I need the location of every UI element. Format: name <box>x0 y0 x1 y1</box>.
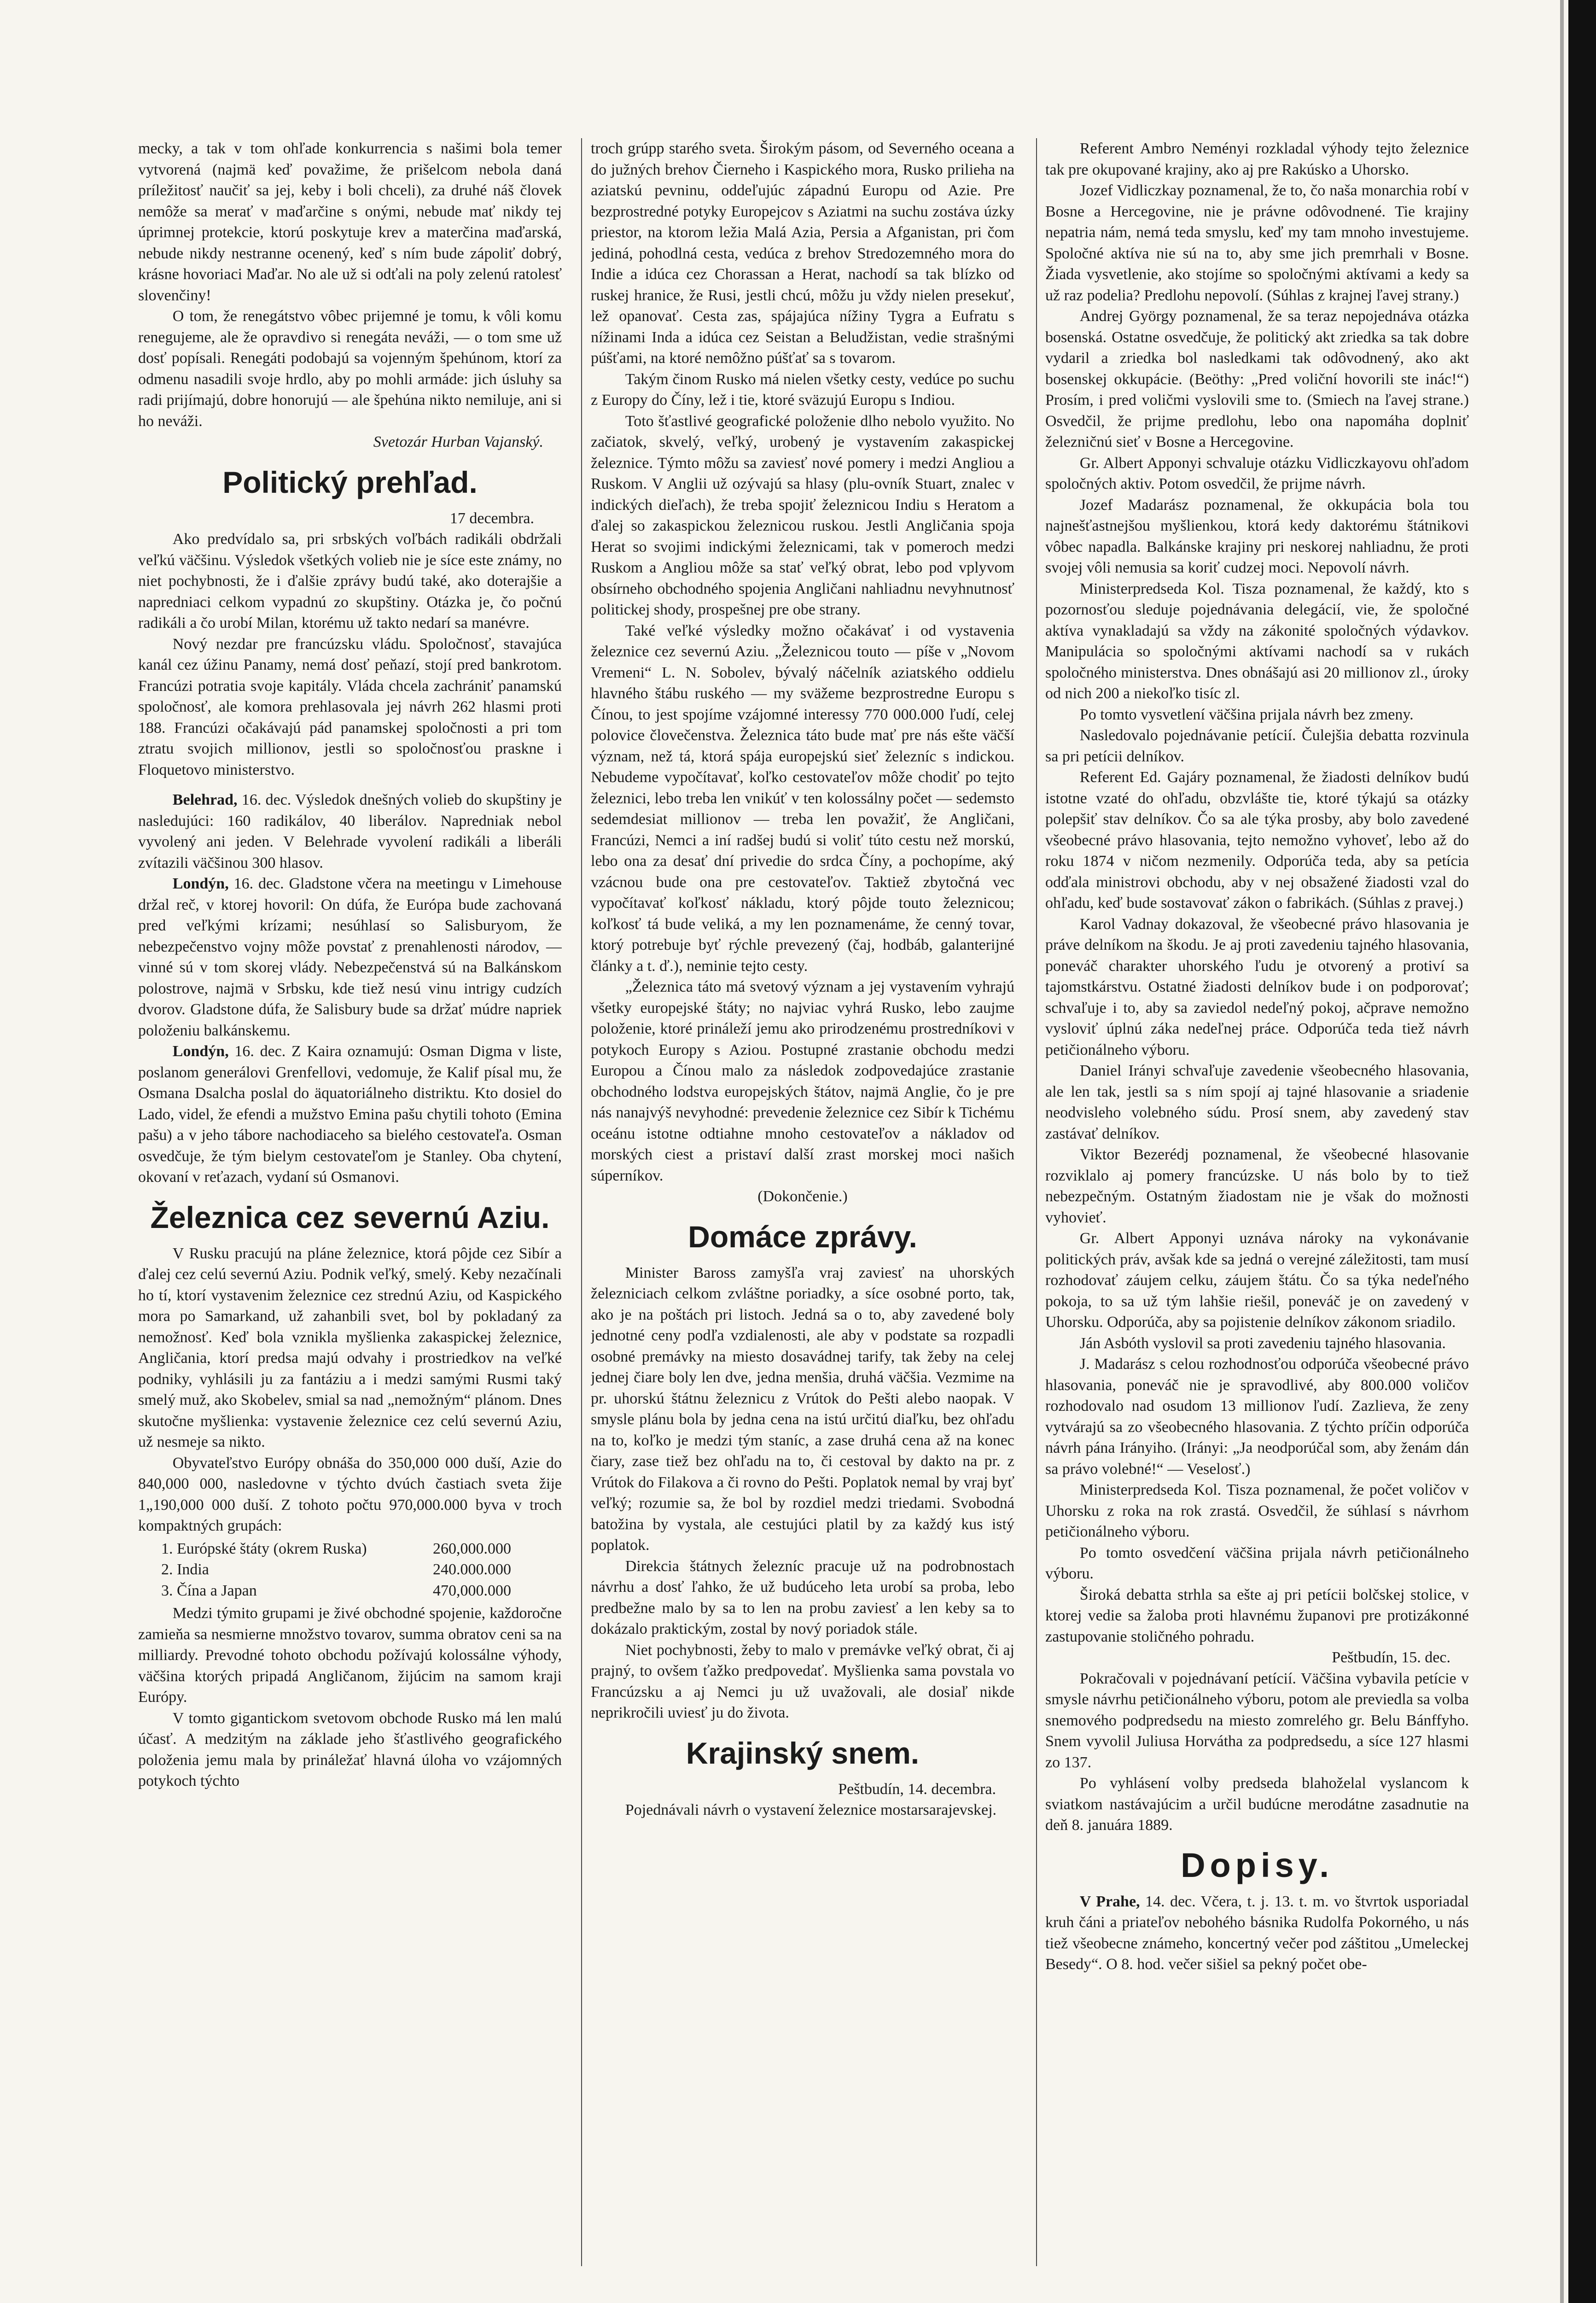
article-paragraph: Toto šťastlivé geografické položenie dlho nebolo využito. No začiatok, skvelý, veľký, urobený je vystavením zakaspickej železnice. Týmto môžu sa zaviesť nové pomery i medzi Angliou a Ruskom. V Anglii už ozývajú sa hlasy (plu-ovník Stuart, znalec v indických dieľach), že treba spojiť železnicou Indiu s Heratom a ďalej so zakaspickou železnicou ruskou. Jestli Angličania spoja Herat so svojimi indickými železnicami, tak v pomeroch medzi Ruskom a Angliou môže sa stať veľký obrat, lebo pod vplyvom obsírneho obchodného spojenia Angličani nahliadnu nevyhnutnosť politickej shody, prospešnej pre obe strany. <box>591 412 1014 618</box>
news-item <box>138 873 562 1041</box>
article-paragraph: Jozef Madarász poznamenal, že okkupácia bola tou najnešťastnejšou myšlienkou, ktorá kedy daktorému štátnikovi vôbec napadla. Balkánske krajiny pri neskorej nahliadnu, že proti svojej vôli nemusia sa koriť cudzej moci. Nepovolí návrh. <box>1045 496 1469 576</box>
article-paragraph: Široká debatta strhla sa ešte aj pri petícii bolčskej stolice, v ktorej vedie sa žaloba proti hlavnému županovi pre protizákonné zastupovanie stoličného pohradu. <box>1045 1586 1469 1645</box>
article-paragraph: Obyvateľstvo Európy obnáša do 350,000 000 duší, Azie do 840,000 000, nasledovne v týchto dvúch častiach sveta žije 1„190,000 000 duší. Z tohoto počtu 970,000.000 byva v troch kompaktných grupách: <box>138 1454 562 1534</box>
news-text: 14. dec. Včera, t. j. 13. t. m. vo štvrtok usporiadal kruh čáni a priateľov nebohého básnika Rudolfa Pokorného, u nás tiež všeobecne známeho, koncertný večer pod záštitou „Umeleckej Besedy“. O 8. hod. večer sišiel sa pekný počet obe- <box>1045 1893 1469 1973</box>
section-heading-diet: Krajinský snem. <box>686 1736 920 1770</box>
article-paragraph: Po tomto vysvetlení väčšina prijala návrh bez zmeny. <box>1079 706 1414 723</box>
article-paragraph: V tomto gigantickom svetovom obchode Rusko má len malú účasť. A medzitým na základe jeho šťastlivého geografického položenia jemu mala by prináležať hlavná úloha vo vzájomných potykoch týchto <box>138 1709 562 1789</box>
article-paragraph: Nasledovalo pojednávanie petícií. Čulejšia debatta rozvinula sa pri petícii delníkov. <box>1045 727 1469 765</box>
news-item <box>138 789 562 873</box>
column-3 <box>1045 138 1469 2303</box>
author-signature: Svetozár Hurban Vajanský. <box>373 433 543 450</box>
section-heading-railway: Železnica cez severnú Aziu. <box>150 1200 550 1234</box>
news-text: 16. dec. Gladstone včera na meetingu v Limehouse držal reč, v ktorej hovoril: On dúfa, že Európa bude zachovaná pred veľkými krízami; nesúhlasí so Salisburyom, že nebezpečenstvo vojny môže povstať z prenahlenosti národov, — vinné sú v tom skorej vlády. Nebezpečenstvá sú na Balkánskom polostrove, najmä v Srbsku, kde tiež nesú vinu intrigy cudzích dvorov. Gladstone dúfa, že Salisbury bude sa držať múdre napriek položeniu balkánskemu. <box>138 875 562 1039</box>
article-paragraph: Gr. Albert Apponyi schvaluje otázku Vidliczkayovu ohľadom spoločných aktiv. Potom osvedčil, že prijme návrh. <box>1045 454 1469 492</box>
column-1 <box>138 138 562 2303</box>
dateline: Peštbudín, 15. dec. <box>1332 1649 1450 1666</box>
article-paragraph: Jozef Vidliczkay poznamenal, že to, čo naša monarchia robí v Bosne a Hercegovine, nie je právne odôvodnené. Tie krajiny nepatria nám, nemá teda smyslu, keď my tam mnoho investujeme. Spoločné aktíva nie sú na to, aby sme jich premrhali v Bosne. Žiada vysvetlenie, ako stojíme so spoločnými aktívami a kedy sa už raz podelia? Predlohu nepovolí. (Súhlas z krajnej ľavej strany.) <box>1045 182 1469 304</box>
dateline: 17 decembra. <box>449 509 534 527</box>
article-paragraph: Minister Baross zamyšľa vraj zaviesť na uhorských železniciach celkom zvláštne poriadky, a síce osobné porto, tak, ako je na poštách pri listoch. Jedná sa o to, aby zavedené boly jednotné ceny podľa vzdialenosti, ale aby v podstate sa rozpadli osobné premávky na miesto dosavádnej tarify, tak žeby na celej jednej čiare boly len dve, jedna menšia, druhá väčšia. Vezmime na pr. uhorskú štátnu železnicu z Vrútok do Pešti alebo naopak. V smysle plánu bola by jedna cena na istú určitú diaľku, bez ohľadu na to, koľko je medzi tým staníc, a zase druhá cena až na konec čiary, zase tiež bez ohľadu na to, či cestoval by dakto na pr. z Vrútok do Filakova a či rovno do Pešti. Poplatok nemal by vraj byť veľký; rozumie sa, že bol by rozdiel medzi triedami. Svobodná batožina by vystala, ale cestujúci platil by za každý kus istý poplatok. <box>591 1264 1014 1554</box>
scan-edge-shadow <box>1560 0 1564 2303</box>
column-divider <box>581 138 582 2266</box>
article-paragraph: Také veľké výsledky možno očakávať i od vystavenia železnice cez severnú Aziu. „Železnicou touto — píše v „Novom Vremeni“ L. N. Sobolev, bývalý náčelník aziatského oddielu hlavného štábu ruského — my sväžeme bezprostredne Europu s Čínou, to jest spojíme vzájomné interessy 770 000.000 ľudí, celej polovice človečenstva. Železnica táto bude mať pre nás ešte väčší význam, než tá, ktorá spája europejskú sieť železníc s indickou. Nebudeme vypočítavať, koľko cestovateľov môže chodiť po tejto železnici, lebo treba len vnikúť v ten kolossálny počet — sedemsto sedemdesiat millionov — treba len považiť, že Angličani, Francúzi, Nemci a iní radšej budú si voliť túto cestu než morskú, lebo ona za desať dní privedie do srdca Číny, a pochopíme, aký vzácnou bude ona pre cestovateľov. Taktiež zbytočná vec vypočítavať koľkosť nákladu, ktorý pôjde touto železnicou; koľkosť tá bude veliká, a my len poznamenáme, že cenný tovar, ktorý potrebuje byť rýchle prevezený (čaj, hodbáb, galanterijné články a t. ď.), neminie tejto cesty. <box>591 622 1014 975</box>
column-divider <box>1036 138 1037 2266</box>
continuation-note: (Dokončenie.) <box>757 1188 848 1205</box>
article-paragraph: Direkcia štátnych železníc pracuje už na podrobnostach návrhu a dosť ľahko, že už budúceho leta urobí sa proba, lebo predbežne malo by sa to len na probu zaviesť a len keby sa to dokázalo praktickým, zostal by nový poriadok stále. <box>591 1557 1014 1637</box>
article-paragraph: Pojednávali návrh o vystavení železnice mostarsarajevskej. <box>625 1801 997 1818</box>
column-2 <box>591 138 1014 2303</box>
section-heading-domestic: Domáce zprávy. <box>688 1219 917 1254</box>
article-paragraph: mecky, a tak v tom ohľade konkurrencia s našimi bola temer vytvorená (najmä keď považime, že prišelcom nebola daná príležitosť naučiť sa jej, keby i boli chceli), za druhé náš človek nemôže sa merať v maďarčine s onými, nebude mať nikdy tej úprimnej protekcie, ktorú poskytuje krev a materčina maďarská, nebude nikdy nestranne ocenený, keď s ním bude zápoliť dobrý, krásne hovoriaci Maďar. No ale už si odťali na poly zelenú ratolesť slovenčiny! <box>138 140 562 304</box>
news-place: Londýn, <box>172 1043 229 1060</box>
section-heading-letters: Dopisy. <box>1181 1846 1334 1884</box>
article-paragraph: Referent Ambro Neményi rozkladal výhody tejto železnice tak pre okupované krajiny, ako aj pre Rakúsko a Uhorsko. <box>1045 140 1469 178</box>
article-paragraph: Viktor Bezerédj poznamenal, že všeobecné hlasovanie rozviklalo aj pomery francúzske. U nás bolo by to tiež nebezpečným. Ostatným žiadostam nie je však do možnosti vyhovieť. <box>1045 1146 1469 1226</box>
article-paragraph: Andrej György poznamenal, že sa teraz nepojednáva otázka bosenská. Ostatne osvedčuje, že politický akt zriedka sa tak dobre vydaril a zriedka bol nasledkami tak odôvodnený, ako akt bosenskej okkupácie. (Beöthy: „Pred voliční hovorili ste inác!“) Prosím, i pred voličmi vyslovili sme to. (Smiech na ľavej strane.) Osvedčil, že prijme predlohu, lebo ona napomáha doplniť železničnú sieť v Bosne a Hercegovine. <box>1045 308 1469 450</box>
article-paragraph: „Železnica táto má svetový význam a jej vystavením vyhrajú všetky europejské štáty; no najviac vyhrá Rusko, lebo zaujme položenie, ktoré prináleží jemu ako prirodzenému prostredníkovi v potykoch Europy s Aziou. Postupné zrastanie obchodu medzi Europou a Čínou malo za následok zodpovedajúce zrastanie obchodného lodstva europejských štátov, najmä Anglie, čo je pre nás nanajvýš nevyhodné: prevedenie železnice cez Sibír k Tichému oceánu istotne odtiahne mnoho cestovateľov a nákladov od morských ciest a pristaví další zrast morskej moci našich súperníkov. <box>591 978 1014 1184</box>
population-row: 3. Čína a Japan 470,000.000 <box>161 1582 511 1599</box>
article-paragraph: Nový nezdar pre francúzsku vládu. Spoločnosť, stavajúca kanál cez úžinu Panamy, nemá dosť peňazí, stojí pred bankrotom. Francúzi potratia svoje kapitály. Vláda chcela zachrániť panamskú spoločnosť, ale komora prehlasovala jej návrh 262 hlasmi proti 188. Francúzi očakávajú pád panamskej spoločnosti a pri tom ztratu svojich millionov, jestli so spoločnosťou praskne i Floquetovo ministerstvo. <box>138 635 562 778</box>
news-place: Belehrad, <box>172 791 238 808</box>
article-paragraph: O tom, že renegátstvo vôbec prijemné je tomu, k vôli komu renegujeme, ale že opravdivo si renegáta neváži, — o tom sme už dosť popísali. Renegáti podobajú sa vojenným špehúnom, ktorí za odmenu nasadili svoje hrdlo, aby po mohli armáde: jich úsluhy sa radi prijímajú, dobre honorujú — ale špehúna nikto nemiluje, ani si ho neváži. <box>138 308 562 430</box>
article-paragraph: Ministerpredseda Kol. Tisza poznamenal, že počet voličov v Uhorsku z roka na rok zrastá. Osvedčil, že súhlasí s návrhom petičionálneho výboru. <box>1045 1481 1469 1540</box>
news-text: 16. dec. Z Kaira oznamujú: Osman Digma v liste, poslanom generálovi Grenfellovi, vedomuje, že Kalif písal mu, že Osmana Dsalcha poslal do äquatoriálneho distriktu. Kto dosiel do Lado, videl, že efendi a mužstvo Emina pašu chytili tohoto (Emina pašu) a v jeho tábore nachodiaceho sa bielého cestovateľa. Osman osvedčuje, že tým bielym cestovateľom je Stanley. Oba chytení, okovaní v reťazach, vydaní sú Osmanovi. <box>138 1043 562 1186</box>
article-paragraph: troch grúpp starého sveta. Širokým pásom, od Severného oceana a do južných brehov Čierneho i Kaspického mora, Rusko prilieha na aziatskú pevninu, oddeľujúc západnú Europu od Azie. Pre bezprostredné potyky Europejcov s Aziatmi na suchu zostáva úzky priestor, na ktorom ležia Malá Azia, Persia a Afganistan, pri čom jediná, pohodlná cesta, vedúca z brehov Stredozemného mora do Indie a idúca cez Chorassan a Herat, nachodí sa tak blízko od ruskej hranice, že Rusi, jestli chcú, môžu ju vždy nielen presekuť, lež opanovať. Cesta zas, spájajúca nížiny Tygra a Eufratu s nížinami Inda a idúca cez Seistan a Beludžistan, vedie strašnými púšťami, na ktoré nemôžno púšťať sa s tovarom. <box>591 140 1014 367</box>
article-paragraph: J. Madarász s celou rozhodnosťou odporúča všeobecné právo hlasovania, poneváč nie je spravodlivé, aby 800.000 voličov rozhodovalo nad osudom 13 millionov ľudí. Zazlieva, že zeny vytvárajú sa zo všeobecného hlasovania. Z týchto príčin odporúča návrh pána Irányiho. (Irányi: „Ja neodporúčal som, aby ženám dán sa právo volebné!“ — Veselosť.) <box>1045 1356 1469 1478</box>
article-paragraph: Po tomto osvedčení väčšina prijala návrh petičionálneho výboru. <box>1045 1544 1469 1582</box>
news-place: V Prahe, <box>1079 1893 1140 1910</box>
news-place: Londýn, <box>172 875 229 892</box>
scan-edge <box>1568 0 1596 2303</box>
article-paragraph: Niet pochybnosti, žeby to malo v premávke veľký obrat, či aj prajný, to ovšem ťažko predpovedať. Myšlienka sama povstala vo Francúzsku a aj Nemci ju už uvažovali, ale dosiaľ nikde neprikročili uviesť ju do života. <box>591 1641 1014 1721</box>
news-item <box>138 1041 562 1188</box>
article-paragraph: Referent Ed. Gajáry poznamenal, že žiadosti delníkov budú istotne vzaté do ohľadu, obzvlášte tie, ktoré týkajú sa otázky polepšiť stav delníkov. Čo sa ale týka prosby, aby bolo zavedené všeobecné právo hlasovania, tejto nemožno vyhoveť, lebo až do roku 1874 v ničom nezmenily. Odporúča teda, aby sa petícia odďala ministrovi obchodu, aby v nej obsažené žiadosti vzal do ohľadu, keď bude sostavovať zákon o fabrikách. (Súhlas z pravej.) <box>1045 769 1469 912</box>
article-paragraph: Ako predvídalo sa, pri srbských voľbách radikáli obdržali veľkú väčšinu. Výsledok všetkých volieb nie je síce este známy, no niet pochybnosti, že i ďalšie zprávy budú také, ako doterajšie a napredniaci celkom vypadnú zo skupštiny. Otázka je, čo počnú radikáli a čo urobí Milan, ktorému už takto nedarí sa manévre. <box>138 531 562 631</box>
article-paragraph: Ján Asbóth vyslovil sa proti zavedeniu tajného hlasovania. <box>1079 1334 1446 1352</box>
section-heading-politics: Politický prehľad. <box>222 465 478 499</box>
article-paragraph: Karol Vadnay dokazoval, že všeobecné právo hlasovania je práve delníkom na škodu. Je aj proti zavedeniu tajného hlasovania, poneváč charakter uhorského ľudu je otvorený a protiví sa tajomstkárstvu. Ostatné žiadosti delníkov bude i on podporovať; schvaľuje i to, aby sa zaviedol nedeľný pokoj, ačprave nemožno vysloviť úplnú záka nedeľnej práce. Odporúča teda tiež návrh petičionálneho výboru. <box>1045 915 1469 1058</box>
population-row: 2. India 240.000.000 <box>161 1561 511 1578</box>
article-paragraph: Pokračovali v pojednávaní petícií. Väčšina vybavila petície v smysle návrhu petičionálneho výboru, potom ale previedla sa volba snemového podpredsedu na miesto zomrelého gr. Belu Bánffyho. Snem vyvolil Juliusa Horvátha za podpredsedu, a síce 127 hlasmi zo 137. <box>1045 1670 1469 1771</box>
population-row: 1. Európské štáty (okrem Ruska) 260,000.000 <box>161 1540 511 1557</box>
article-paragraph: Gr. Albert Apponyi uznáva nároky na vykonávanie politických práv, avšak kde sa jedná o verejné záležitosti, tam musí rozhodovať záujem celku, záujem štátu. Čo sa týka nedeľného pokoja, to sa už tým lahšie riešil, poneváč je on zavedený v Uhorsku. Odporúča, aby sa pojistenie delníkov zákonom sriadilo. <box>1045 1230 1469 1331</box>
article-paragraph: Daniel Irányi schvaľuje zavedenie všeobecného hlasovania, ale len tak, jestli sa s ním spojí aj tajné hlasovanie a sriadenie neodvisleho volebného súdu. Prosí snem, aby zavedený stav zastávať delníkov. <box>1045 1062 1469 1142</box>
article-paragraph: Takým činom Rusko má nielen všetky cesty, vedúce po suchu z Europy do Číny, lež i tie, ktoré sväzujú Europu s Indiou. <box>591 370 1014 409</box>
dateline: Peštbudín, 14. decembra. <box>838 1780 996 1798</box>
article-paragraph: Po vyhlásení volby predseda blahoželal vyslancom k sviatkom nastávajúcim a určil budúcne merodátne zasadnutie na deň 8. januára 1889. <box>1045 1775 1469 1834</box>
population-table <box>161 1538 562 1602</box>
article-paragraph: V Rusku pracujú na pláne železnice, ktorá pôjde cez Sibír a ďalej cez celú severnú Aziu. Podnik veľký, smelý. Keby nezačínali ho tí, ktorí vystavenim železnice cez strednú Aziu, od Kaspického mora po Samarkand, už zahanbili svet, bol by pokladaný za nemožnosť. Keď bola vznikla myšlienka zakaspickej železnice, Angličania, ktorí predsa majú odvahy i prostriedkov na veľké podniky, vyhlásili ju za fantáziu a i medzi samými Rusmi taký smelý muž, ako Skobelev, smial sa nad „nemožným“ plánom. Dnes skutočne myšlienka: vystavenie železnice cez celú severnú Aziu, už nesmeje sa nikto. <box>138 1245 562 1450</box>
news-text: 16. dec. Výsledok dnešných volieb do skupštiny je nasledujúci: 160 radikálov, 40 liberálov. Napredniak nebol vyvolený ani jeden. V Belehrade vyvolení radikáli a liberáli zvítazili väčšinou 300 hlasov. <box>138 791 562 871</box>
article-paragraph: Medzi týmito grupami je živé obchodné spojenie, každoročne zamieňa sa nesmierne množstvo tovarov, summa obratov ceni sa na milliardy. Prevodné tohoto obchodu požívajú kolossálne výhody, väčšina ktorých pripadá Angličanom, žijúcim na samom kraji Európy. <box>138 1605 562 1706</box>
article-paragraph: Ministerpredseda Kol. Tisza poznamenal, že každý, kto s pozornosťou sleduje pojednávania delegácií, vie, že spoločné aktíva vynakladajú sa vždy na zákonité spoločných výdavkov. Manipulácia so spoločnými aktívami nachodí sa v rukách spoločného ministerstva. Dnes obnášajú asi 20 millionov zl., úroky od nich 200 a niekoľko tisíc zl. <box>1045 580 1469 702</box>
news-item <box>1045 1891 1469 1975</box>
